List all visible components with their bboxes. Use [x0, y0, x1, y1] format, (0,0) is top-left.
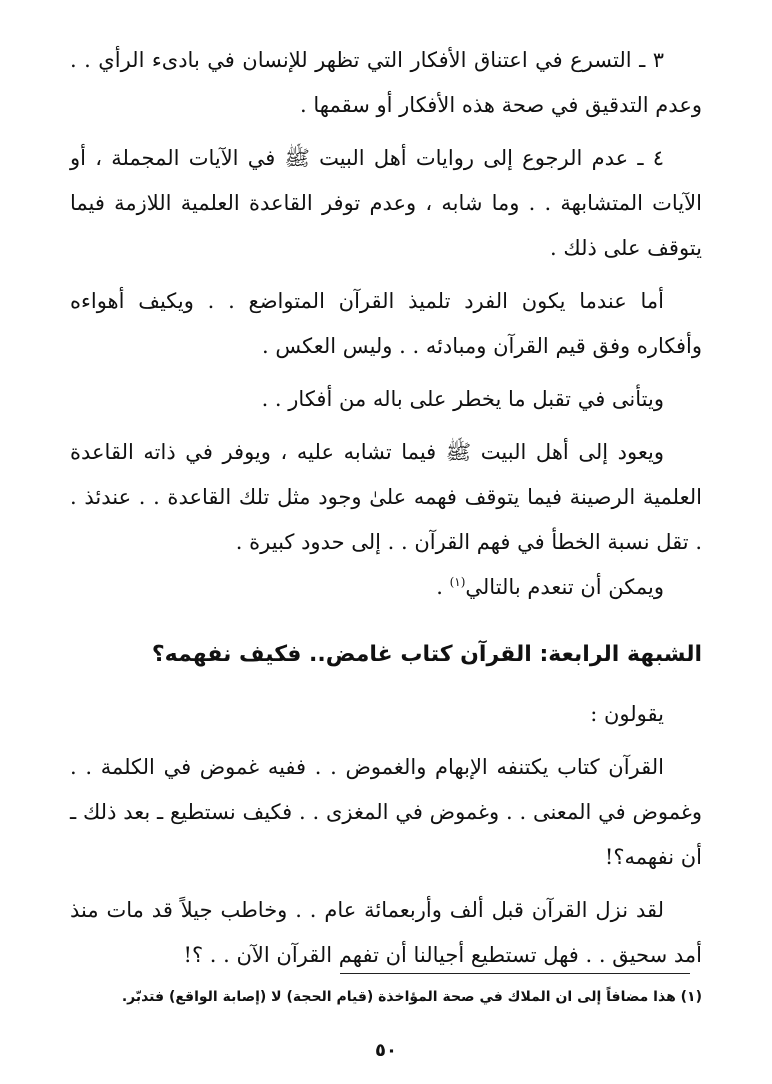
section-heading: الشبهة الرابعة: القرآن كتاب غامض.. فكيف نفهمه؟: [151, 642, 702, 667]
conclusion-text: ويمكن أن تنعدم بالتالي: [465, 575, 664, 599]
page-body: [70, 38, 702, 978]
paragraph-they-say: يقولون :: [590, 702, 664, 726]
paragraph-conclusion: [70, 565, 702, 610]
footnote: (١) هذا مضافاً إلى ان الملاك في صحة المؤاخذة (قيام الحجة) لا (إصابة الواقع) فتدبّر.: [121, 989, 702, 1005]
page-number: ٥٠: [375, 1040, 397, 1061]
paragraph-patience: ويتأنى في تقبل ما يخطر على باله من أفكار . .: [261, 387, 664, 411]
footnote-divider: [340, 973, 690, 974]
paragraph-humble-student: أما عندما يكون الفرد تلميذ القرآن المتواضع . . ويكيف أهواءه وأفكاره وفق قيم القرآن ومبادئه . . وليس العكس .: [70, 289, 702, 358]
paragraph-item-3: ٣ ـ التسرع في اعتناق الأفكار التي تظهر للإنسان في بادىء الرأي . . وعدم التدقيق في صحة هذه الأفكار أو سقمها .: [70, 48, 702, 117]
paragraph-item-4: ٤ ـ عدم الرجوع إلى روايات أهل البيت ﷺ في الآيات المجملة ، أو الآيات المتشابهة . . وما شابه ، وعدم توفر القاعدة العلمية اللازمة فيما يتوقف على ذلك .: [70, 146, 702, 260]
paragraph-revelation-time: لقد نزل القرآن قبل ألف وأربعمائة عام . . وخاطب جيلاً قد مات منذ أمد سحيق . . فهل تستطيع أجيالنا أن تفهم القرآن الآن . . ؟!: [70, 898, 702, 967]
footnote-reference: (١): [449, 575, 466, 589]
paragraph-ambiguity-claim: القرآن كتاب يكتنفه الإبهام والغموض . . ففيه غموض في الكلمة . . وغموض في المعنى . . وغموض في المغزى . . فكيف نستطيع ـ بعد ذلك ـ أن نفهمه؟!: [70, 755, 702, 869]
conclusion-end: .: [436, 575, 450, 599]
paragraph-return-ahlulbayt: ويعود إلى أهل البيت ﷺ فيما تشابه عليه ، ويوفر في ذاته القاعدة العلمية الرصينة فيما يتوقف فهمه علىٰ وجود مثل تلك القاعدة . . عندئذ . . تقل نسبة الخطأ في فهم القرآن . . إلى حدود كبيرة .: [70, 440, 702, 554]
